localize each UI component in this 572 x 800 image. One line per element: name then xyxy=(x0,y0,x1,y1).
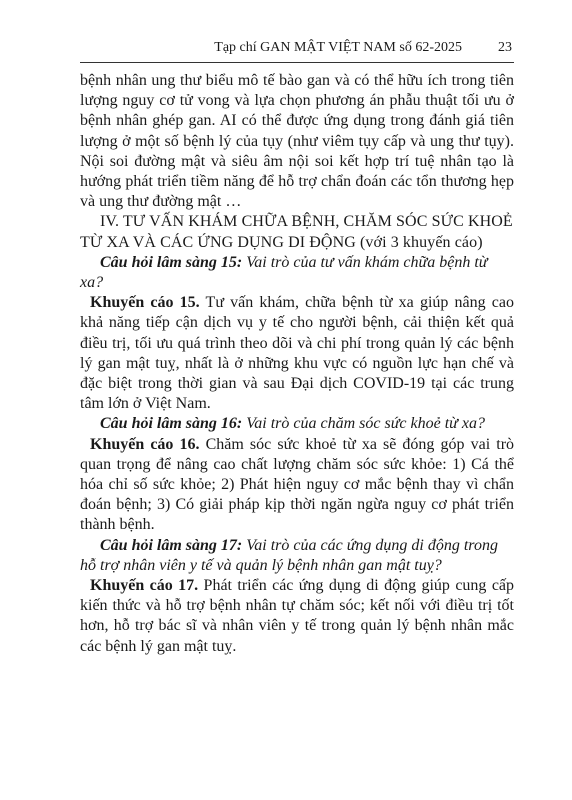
recommendation-text: Chăm sóc sức khoẻ từ xa sẽ đóng góp vai trò quan trọng để nâng cao chất lượng chăm sóc sức khỏe: 1) Cá thể hóa chỉ số sức khỏe; 2) Phát hiện nguy cơ mắc bệnh thay vì chẩn đoán bệnh; 3) Có giải pháp kịp thời ngăn ngừa nguy cơ phát triển thành bệnh. xyxy=(80,435,515,534)
header-divider xyxy=(80,62,514,63)
question-label: Câu hỏi lâm sàng 16: xyxy=(100,415,243,433)
section-note: (với 3 khuyến cáo) xyxy=(360,233,483,251)
recommendation-16 xyxy=(80,435,514,536)
recommendation-17 xyxy=(80,576,514,657)
clinical-question-15 xyxy=(80,253,514,293)
question-text: Vai trò của tư vấn khám chữa bệnh từ xa? xyxy=(80,253,488,292)
recommendation-label: Khuyến cáo 16. xyxy=(90,435,200,453)
running-header xyxy=(80,40,512,56)
recommendation-label: Khuyến cáo 15. xyxy=(90,294,200,312)
recommendation-15 xyxy=(80,293,514,414)
question-text: Vai trò của chăm sóc sức khoẻ từ xa? xyxy=(246,415,485,433)
section-heading xyxy=(80,212,514,252)
intro-paragraph: bệnh nhân ung thư biểu mô tế bào gan và có thể hữu ích trong tiên lượng nguy cơ tử vong và lựa chọn phương án phẫu thuật tối ưu ở bệnh nhân ghép gan. AI có thể được ứng dụng trong đánh giá tiên lượng ở một số bệnh lý của tụy (như viêm tụy cấp và ung thư tụy). Nội soi đường mật và siêu âm nội soi kết hợp trí tuệ nhân tạo là hướng phát triển tiềm năng để hỗ trợ chẩn đoán các tổn thương hẹp và ung thư đường mật … xyxy=(80,72,514,211)
page-number: 23 xyxy=(498,40,512,55)
article-body xyxy=(80,71,514,657)
recommendation-text: Phát triển các ứng dụng di động giúp cung cấp kiến thức và hỗ trợ bệnh nhân tự chăm sóc; kết nối với điều trị tốt hơn, hỗ trợ bác sĩ và nhân viên y tế trong quản lý bệnh nhân mắc các bệnh lý gan mật tuỵ. xyxy=(80,577,515,655)
question-label: Câu hỏi lâm sàng 17: xyxy=(100,536,243,554)
clinical-question-17 xyxy=(80,536,514,576)
section-title: IV. TƯ VẤN KHÁM CHỮA BỆNH, CHĂM SÓC SỨC KHOẺ TỪ XA VÀ CÁC ỨNG DỤNG DI ĐỘNG xyxy=(80,213,513,251)
recommendation-label: Khuyến cáo 17. xyxy=(90,577,199,595)
journal-title: Tạp chí GAN MẬT VIỆT NAM số 62-2025 xyxy=(214,40,462,55)
question-label: Câu hỏi lâm sàng 15: xyxy=(100,253,243,271)
recommendation-text: Tư vấn khám, chữa bệnh từ xa giúp nâng cao khả năng tiếp cận dịch vụ y tế cho người bệnh, cải thiện kết quả điều trị, tối ưu quá trình theo dõi và chi phí trong quản lý các bệnh lý gan mật tuỵ, nhất là ở những khu vực có nguồn lực hạn chế và đặc biệt trong thời gian và sau Đại dịch COVID-19 tại các trung tâm lớn ở Việt Nam. xyxy=(80,294,515,413)
question-text: Vai trò của các ứng dụng di động trong hỗ trợ nhân viên y tế và quản lý bệnh nhân gan mật tuỵ? xyxy=(80,536,498,574)
clinical-question-16 xyxy=(80,414,514,434)
